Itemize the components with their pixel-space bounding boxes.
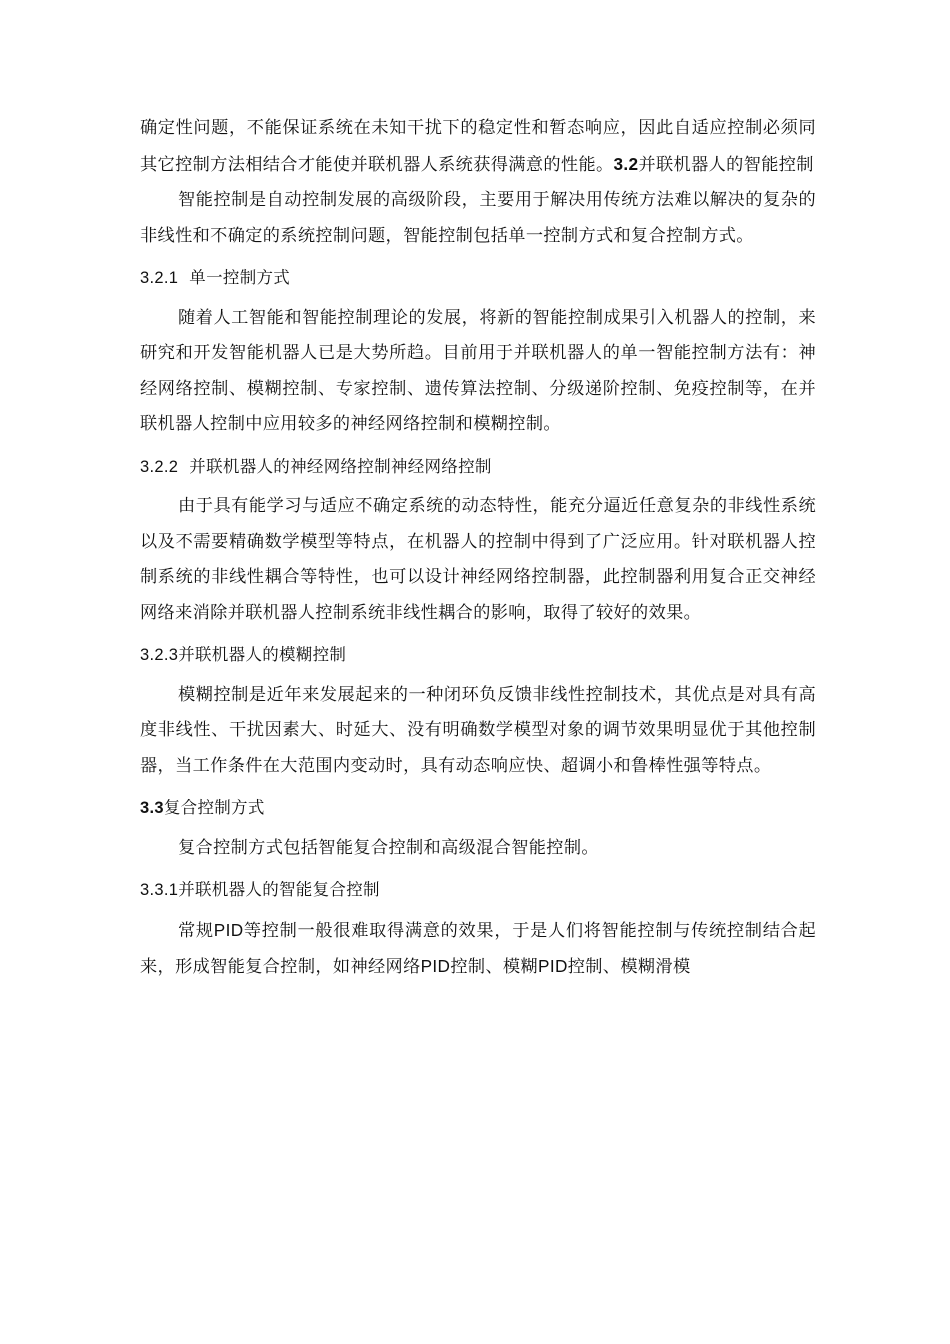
paragraph-fuzzy-control: 模糊控制是近年来发展起来的一种闭环负反馈非线性控制技术，其优点是对具有高度非线性、干扰因素大、时延大、没有明确数学模型对象的调节效果明显优于其他控制器，当工作条件在大范围内变动时，具有动态响应快、超调小和鲁棒性强等特点。 [140, 684, 816, 776]
heading-3-2-2 [140, 449, 816, 486]
paragraph-text: 常规 [178, 920, 214, 941]
pid-term: PID [420, 956, 451, 976]
paragraph-text: 确定性问题，不能保证系统在未知干扰下的稳定性和暂态响应，因此自适应控制必须同其它控制方法相结合才能使并联机器人系统获得满意的性能。 [140, 118, 816, 175]
paragraph-continued [140, 111, 816, 183]
heading-number: 3.2.1 [140, 269, 179, 287]
heading-3-2-3 [140, 637, 816, 674]
paragraph-composite-control: 复合控制方式包括智能复合控制和高级混合智能控制。 [178, 837, 599, 858]
heading-title: 单一控制方式 [189, 268, 291, 287]
pid-term: PID [538, 956, 568, 976]
heading-title: 复合控制方式 [163, 798, 265, 817]
section-title-3-2: 并联机器人的智能控制 [638, 154, 814, 175]
section-number-3-2: 3.2 [613, 153, 639, 174]
heading-number: 3.3.1 [140, 881, 179, 899]
paragraph-pid-composite [140, 913, 816, 986]
paragraph-intelligent-control: 智能控制是自动控制发展的高级阶段，主要用于解决用传统方法难以解决的复杂的非线性和不确定的系统控制问题，智能控制包括单一控制方式和复合控制方式。 [140, 190, 816, 246]
heading-number: 3.2.3 [140, 646, 179, 664]
paragraph-single-control: 随着人工智能和智能控制理论的发展，将新的智能控制成果引入机器人的控制，来研究和开发智能机器人已是大势所趋。目前用于并联机器人的单一智能控制方法有：神经网络控制、模糊控制、专家控制、遗传算法控制、分级递阶控制、免疫控制等，在并联机器人控制中应用较多的神经网络控制和模糊控制。 [140, 307, 816, 434]
paragraph-text: 控制、模糊滑模 [567, 957, 691, 977]
paragraph-neural-network: 由于具有能学习与适应不确定系统的动态特性，能充分逼近任意复杂的非线性系统以及不需要精确数学模型等特点，在机器人的控制中得到了广泛应用。针对联机器人控制系统的非线性耦合等特性，也可以设计神经网络控制器，此控制器利用复合正交神经网络来消除并联机器人控制系统非线性耦合的影响，取得了较好的效果。 [140, 496, 816, 623]
heading-3-3 [140, 790, 816, 827]
pid-term: PID [213, 919, 244, 940]
heading-title: 并联机器人的神经网络控制神经网络控制 [189, 456, 492, 476]
paragraph-text: 控制、模糊 [450, 957, 539, 977]
heading-3-2-1 [140, 260, 816, 297]
heading-number: 3.2.2 [140, 457, 179, 476]
paragraph-text: 等控制一般很难取得满意的效果，于是人们将智能控制与传统控制结合起来，形成智能复合控制，如神经网络 [140, 920, 817, 977]
document-body [140, 111, 816, 986]
heading-title: 并联机器人的模糊控制 [178, 645, 347, 664]
heading-title: 并联机器人的智能复合控制 [178, 880, 380, 899]
heading-number: 3.3 [140, 799, 164, 817]
heading-3-3-1 [140, 872, 816, 909]
